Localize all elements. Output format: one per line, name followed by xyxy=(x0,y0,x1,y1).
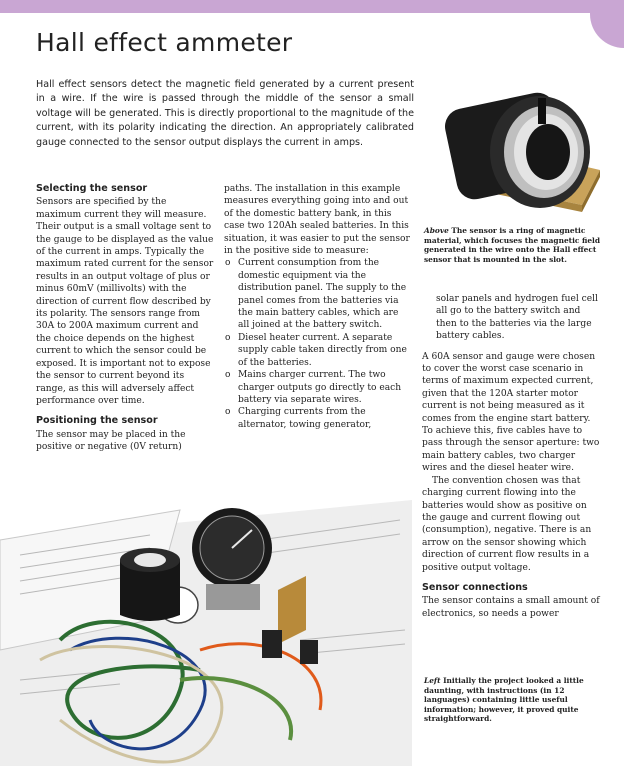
column-3 xyxy=(422,293,602,620)
body-paragraph: A 60A sensor and gauge were chosen to cover the worst case scenario in terms of maximum expected current, given that the 120A starter motor current is not being measured as it comes from the engine start battery. To achieve this, five cables have to pass through the sensor aperture: two main battery cables, two charger wires and the diesel heater wire. xyxy=(422,351,600,474)
sensor-photo-caption xyxy=(424,226,608,264)
ammeter-kit-photo xyxy=(0,480,412,766)
section-heading: Sensor connections xyxy=(422,581,528,593)
body-paragraph: paths. The installation in this example measures everything going into and out of the domestic battery bank, in this case two 120Ah sealed batteries. In this situation, it was easier to put the sensor in the positive side to measure: xyxy=(224,184,410,257)
page-title: Hall effect ammeter xyxy=(36,28,293,57)
hollow-circle-bullet-icon: o xyxy=(225,370,231,381)
column-2 xyxy=(224,183,410,431)
list-item: o Charging currents from the alternator, towing generator, xyxy=(225,407,372,430)
intro-paragraph: Hall effect sensors detect the magnetic field generated by a current present in a wire. If the wire is passed through the middle of the sensor a small voltage will be generated. This is directly proportional to the magnitude of the current, with its polarity indicating the direction. An appropriately calibrated gauge connected to the sensor output displays the current in amps. xyxy=(36,79,414,148)
caption-text: The sensor is a ring of magnetic material, which focuses the magnetic field generated in the wire onto the Hall effect sensor that is mounted in the slot. xyxy=(424,226,600,264)
caption-lead: Above xyxy=(424,226,449,235)
hollow-circle-bullet-icon: o xyxy=(225,407,231,418)
header-band xyxy=(0,0,624,13)
section-heading: Selecting the sensor xyxy=(36,183,148,194)
caption-text: Initially the project looked a little daunting, with instructions (in 12 languages) containing little useful information; however, it proved quite straightforward. xyxy=(424,676,584,724)
body-paragraph: solar panels and hydrogen fuel cell all go to the battery switch and then to the batteries via the large battery cables. xyxy=(436,294,598,342)
section-heading: Positioning the sensor xyxy=(36,415,158,427)
column-1 xyxy=(36,183,214,454)
caption-lead: Left xyxy=(424,676,441,685)
hollow-circle-bullet-icon: o xyxy=(225,258,231,269)
list-item: o Diesel heater current. A separate supply cable taken directly from one of the batteries. xyxy=(225,332,407,368)
kit-photo-caption xyxy=(424,676,600,724)
hollow-circle-bullet-icon: o xyxy=(225,332,231,343)
list-item: o Current consumption from the domestic equipment via the distribution panel. The supply to the panel comes from the batteries via the main battery cables, which are all joined at the battery switch. xyxy=(225,258,407,331)
body-paragraph: The sensor contains a small amount of electronics, so needs a power xyxy=(422,596,600,619)
body-paragraph: Sensors are specified by the maximum current they will measure. Their output is a small voltage sent to the gauge to be displayed as the value of the current in amps. Typically the maximum rated current for the sensor results in an output voltage of plus or minus 60mV (millivolts) with the direction of current flow described by its polarity. The sensors range from 30A to 200A maximum current and the choice depends on the highest current to which the sensor could be exposed. It is important not to expose the sensor to current beyond its range, as this will adversely affect performance over time. xyxy=(36,197,214,406)
list-item: o Mains charger current. The two charger outputs go directly to each battery via separate wires. xyxy=(225,370,402,405)
measurement-list xyxy=(224,257,410,431)
body-paragraph: The sensor may be placed in the positive or negative (0V return) xyxy=(36,429,186,453)
hall-sensor-photo xyxy=(422,60,612,220)
header-corner-decoration xyxy=(590,0,624,48)
body-paragraph: The convention chosen was that charging current flowing into the batteries would show as positive on the gauge and current flowing out (consumption), negative. There is an arrow on the sensor showing which direction of current flow results in a positive output voltage. xyxy=(422,475,592,573)
